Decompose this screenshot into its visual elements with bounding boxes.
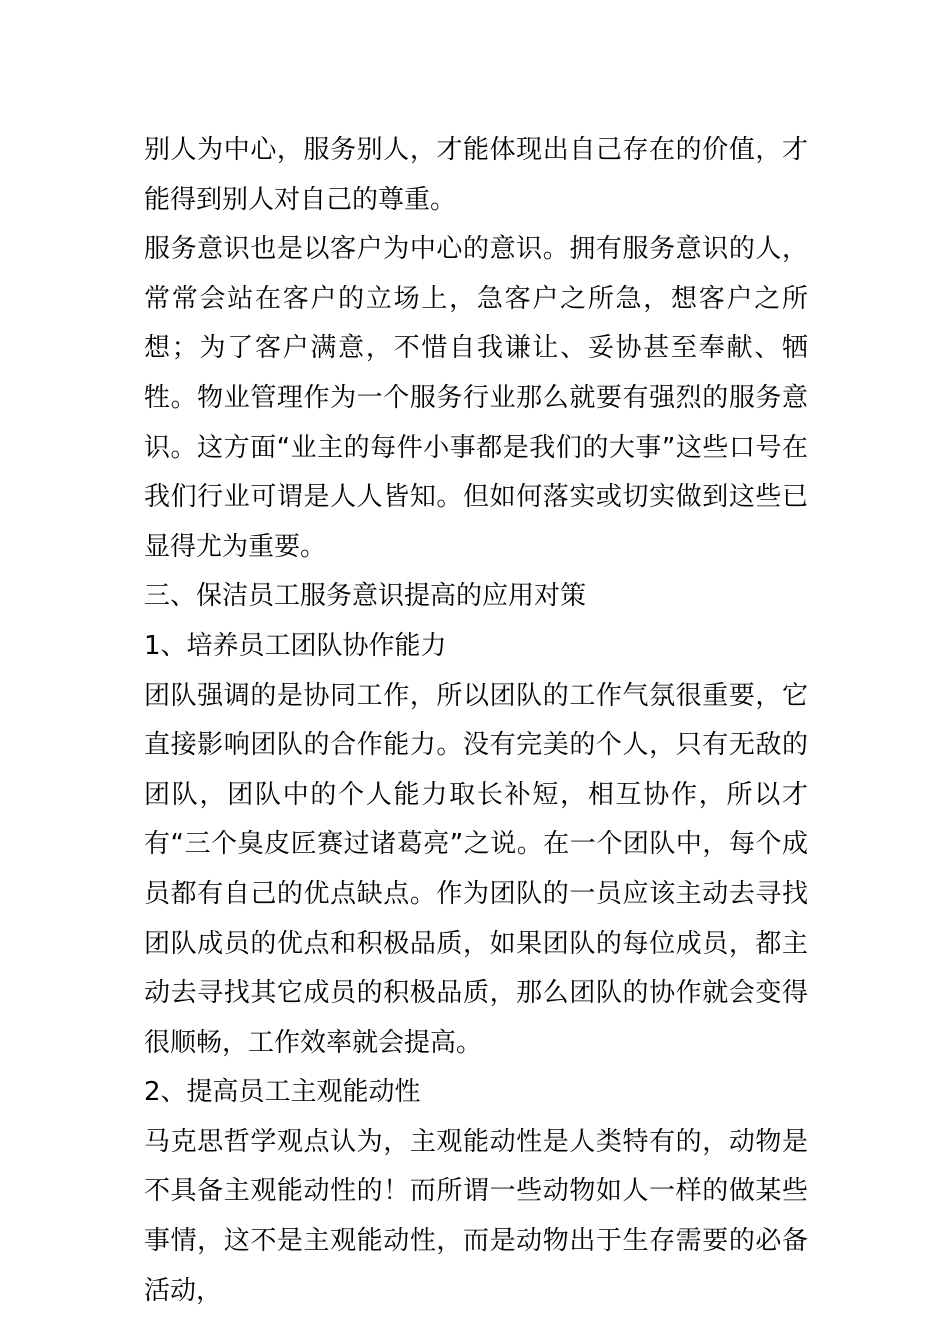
paragraph-service-awareness: 服务意识也是以客户为中心的意识。拥有服务意识的人，常常会站在客户的立场上，急客户之所急，想客户之所想；为了客户满意，不惜自我谦让、妥协甚至奉献、牺牲。物业管理作为一个服务行业那么就要有强烈的服务意识。这方面“业主的每件小事都是我们的大事”这些口号在我们行业可谓是人人皆知。但如何落实或切实做到这些已显得尤为重要。	[144, 234, 808, 562]
document-page	[144, 126, 808, 1316]
paragraph-continuation: 别人为中心，服务别人，才能体现出自己存在的价值，才能得到别人对自己的尊重。	[144, 135, 808, 215]
subheading-2: 2、提高员工主观能动性	[144, 1077, 421, 1108]
subheading-1: 1、培养员工团队协作能力	[144, 630, 447, 661]
paragraph-initiative: 马克思哲学观点认为，主观能动性是人类特有的，动物是不具备主观能动性的！而所谓一些动物如人一样的做某些事情，这不是主观能动性，而是动物出于生存需要的必备活动，	[144, 1126, 808, 1306]
paragraph-teamwork: 团队强调的是协同工作，所以团队的工作气氛很重要，它直接影响团队的合作能力。没有完美的个人，只有无敌的团队，团队中的个人能力取长补短，相互协作，所以才有“三个臭皮匠赛过诸葛亮”之说。在一个团队中，每个成员都有自己的优点缺点。作为团队的一员应该主动去寻找团队成员的优点和积极品质，如果团队的每位成员，都主动去寻找其它成员的积极品质，那么团队的协作就会变得很顺畅，工作效率就会提高。	[144, 680, 808, 1058]
section-heading-3: 三、保洁员工服务意识提高的应用对策	[144, 581, 587, 612]
